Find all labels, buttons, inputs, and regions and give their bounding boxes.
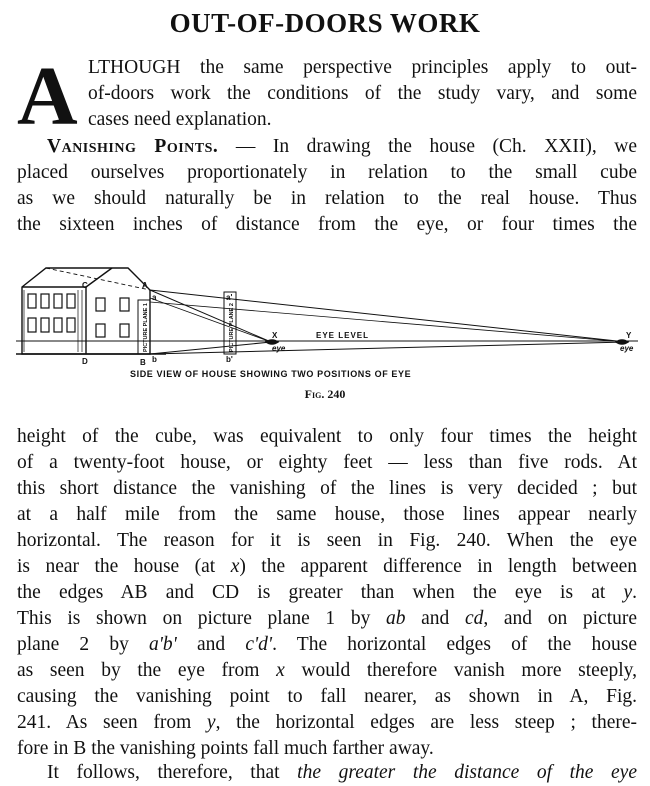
label-a-small: a (152, 293, 157, 302)
para2-line-8-mid: and (405, 608, 465, 629)
var-x-2: x (276, 660, 285, 681)
var-ab-prime: a'b' (149, 634, 177, 655)
picture-plane-2-label: PICTURE PLANE 2 (229, 303, 235, 352)
label-a-prime: a' (226, 293, 233, 302)
var-ab: ab (385, 608, 406, 629)
label-c: C (82, 281, 88, 290)
var-cd: cd (464, 608, 484, 629)
para1-line-2: placed ourselves proportionately in relation to the small cube (17, 162, 637, 183)
para2-line-12-b: , the horizontal edges are less steep ; there- (215, 712, 638, 733)
para2-line-5: horizontal. The reason for it is seen in Fig. 240. When the eye (17, 530, 637, 551)
para1-line-4: the sixteen inches of distance from the eye, or four times the (17, 214, 637, 235)
para2-line-3: this short distance the vanishing of the lines is very decided ; but (17, 478, 637, 499)
label-b: B (140, 358, 146, 367)
figure-side-label: SIDE VIEW OF HOUSE SHOWING TWO POSITIONS OF EYE (130, 369, 412, 379)
para2-line-10-a: as seen by the eye from (17, 660, 277, 681)
label-a: A (142, 281, 148, 290)
para2-line-9-b: . The horizontal edges of the house (272, 634, 638, 655)
para2-line-6-a: is near the house (at (17, 556, 231, 577)
picture-plane-1-label: PICTURE PLANE 1 (143, 303, 149, 352)
label-y: Y (626, 331, 632, 340)
label-d: D (82, 357, 88, 366)
para2-line-6-b: ) the apparent difference in length between (239, 556, 638, 577)
var-x: x (230, 556, 240, 577)
var-y: y (623, 582, 633, 603)
para2-line-7 (17, 580, 637, 606)
para2-line-13: fore in B the vanishing points fall much farther away. (17, 738, 434, 759)
figure-caption: Fig. 240 (304, 387, 346, 401)
para2-line-9-mid: and (176, 634, 246, 655)
para1-line-1-text: — In drawing the house (Ch. XXII), we (218, 136, 637, 157)
para3-line-1 (47, 760, 637, 786)
var-y-2: y (206, 712, 216, 733)
intro-line-1: LTHOUGH the same perspective principles apply to out- (88, 57, 637, 78)
section-label: Vanishing Points. (47, 136, 219, 157)
para1-line-1 (47, 134, 637, 160)
para2-line-12-a: 241. As seen from (17, 712, 207, 733)
para2-line-10-b: would therefore vanish more steeply, (284, 660, 637, 681)
para2-line-9 (17, 632, 637, 658)
intro-line-2: of-doors work the conditions of the study vary, and some (88, 83, 637, 104)
para2-line-8-b: , and on picture (483, 608, 638, 629)
drop-cap: A (17, 50, 78, 143)
chapter-heading: OUT-OF-DOORS WORK (169, 8, 481, 38)
intro-line-3: cases need explanation. (88, 109, 272, 130)
para2-line-11: causing the vanishing point to fall nearer, as shown in A, Fig. (17, 686, 637, 707)
para2-line-8 (17, 606, 637, 632)
para3-line-1-a: It follows, therefore, that (47, 762, 298, 783)
para2-line-1: height of the cube, was equivalent to only four times the height (17, 426, 637, 447)
para2-line-4: at a half mile from the same house, those lines appear nearly (17, 504, 637, 525)
para2-line-6 (17, 554, 637, 580)
para2-line-8-a: This is shown on picture plane 1 by (17, 608, 386, 629)
para2-line-12 (17, 710, 637, 736)
label-b-prime: b' (226, 355, 233, 364)
para2-line-2: of a twenty-foot house, or eighty feet — less than five rods. At (17, 452, 637, 473)
eye-label-y: eye (620, 344, 634, 353)
para1-line-3: as we should naturally be in relation to the real house. Thus (17, 188, 637, 209)
para2-line-10 (17, 658, 637, 684)
para2-line-7-a: the edges AB and CD is greater than when the eye is at (17, 582, 624, 603)
eye-level-label: EYE LEVEL (316, 331, 370, 340)
var-cd-prime: c'd' (245, 634, 273, 655)
label-b-small: b (152, 355, 157, 364)
para2-line-7-b: . (632, 582, 637, 603)
para2-line-9-a: plane 2 by (17, 634, 149, 655)
para3-emphasis: the greater the distance of the eye (297, 762, 637, 783)
eye-label-x: eye (272, 344, 286, 353)
label-x: X (272, 331, 278, 340)
